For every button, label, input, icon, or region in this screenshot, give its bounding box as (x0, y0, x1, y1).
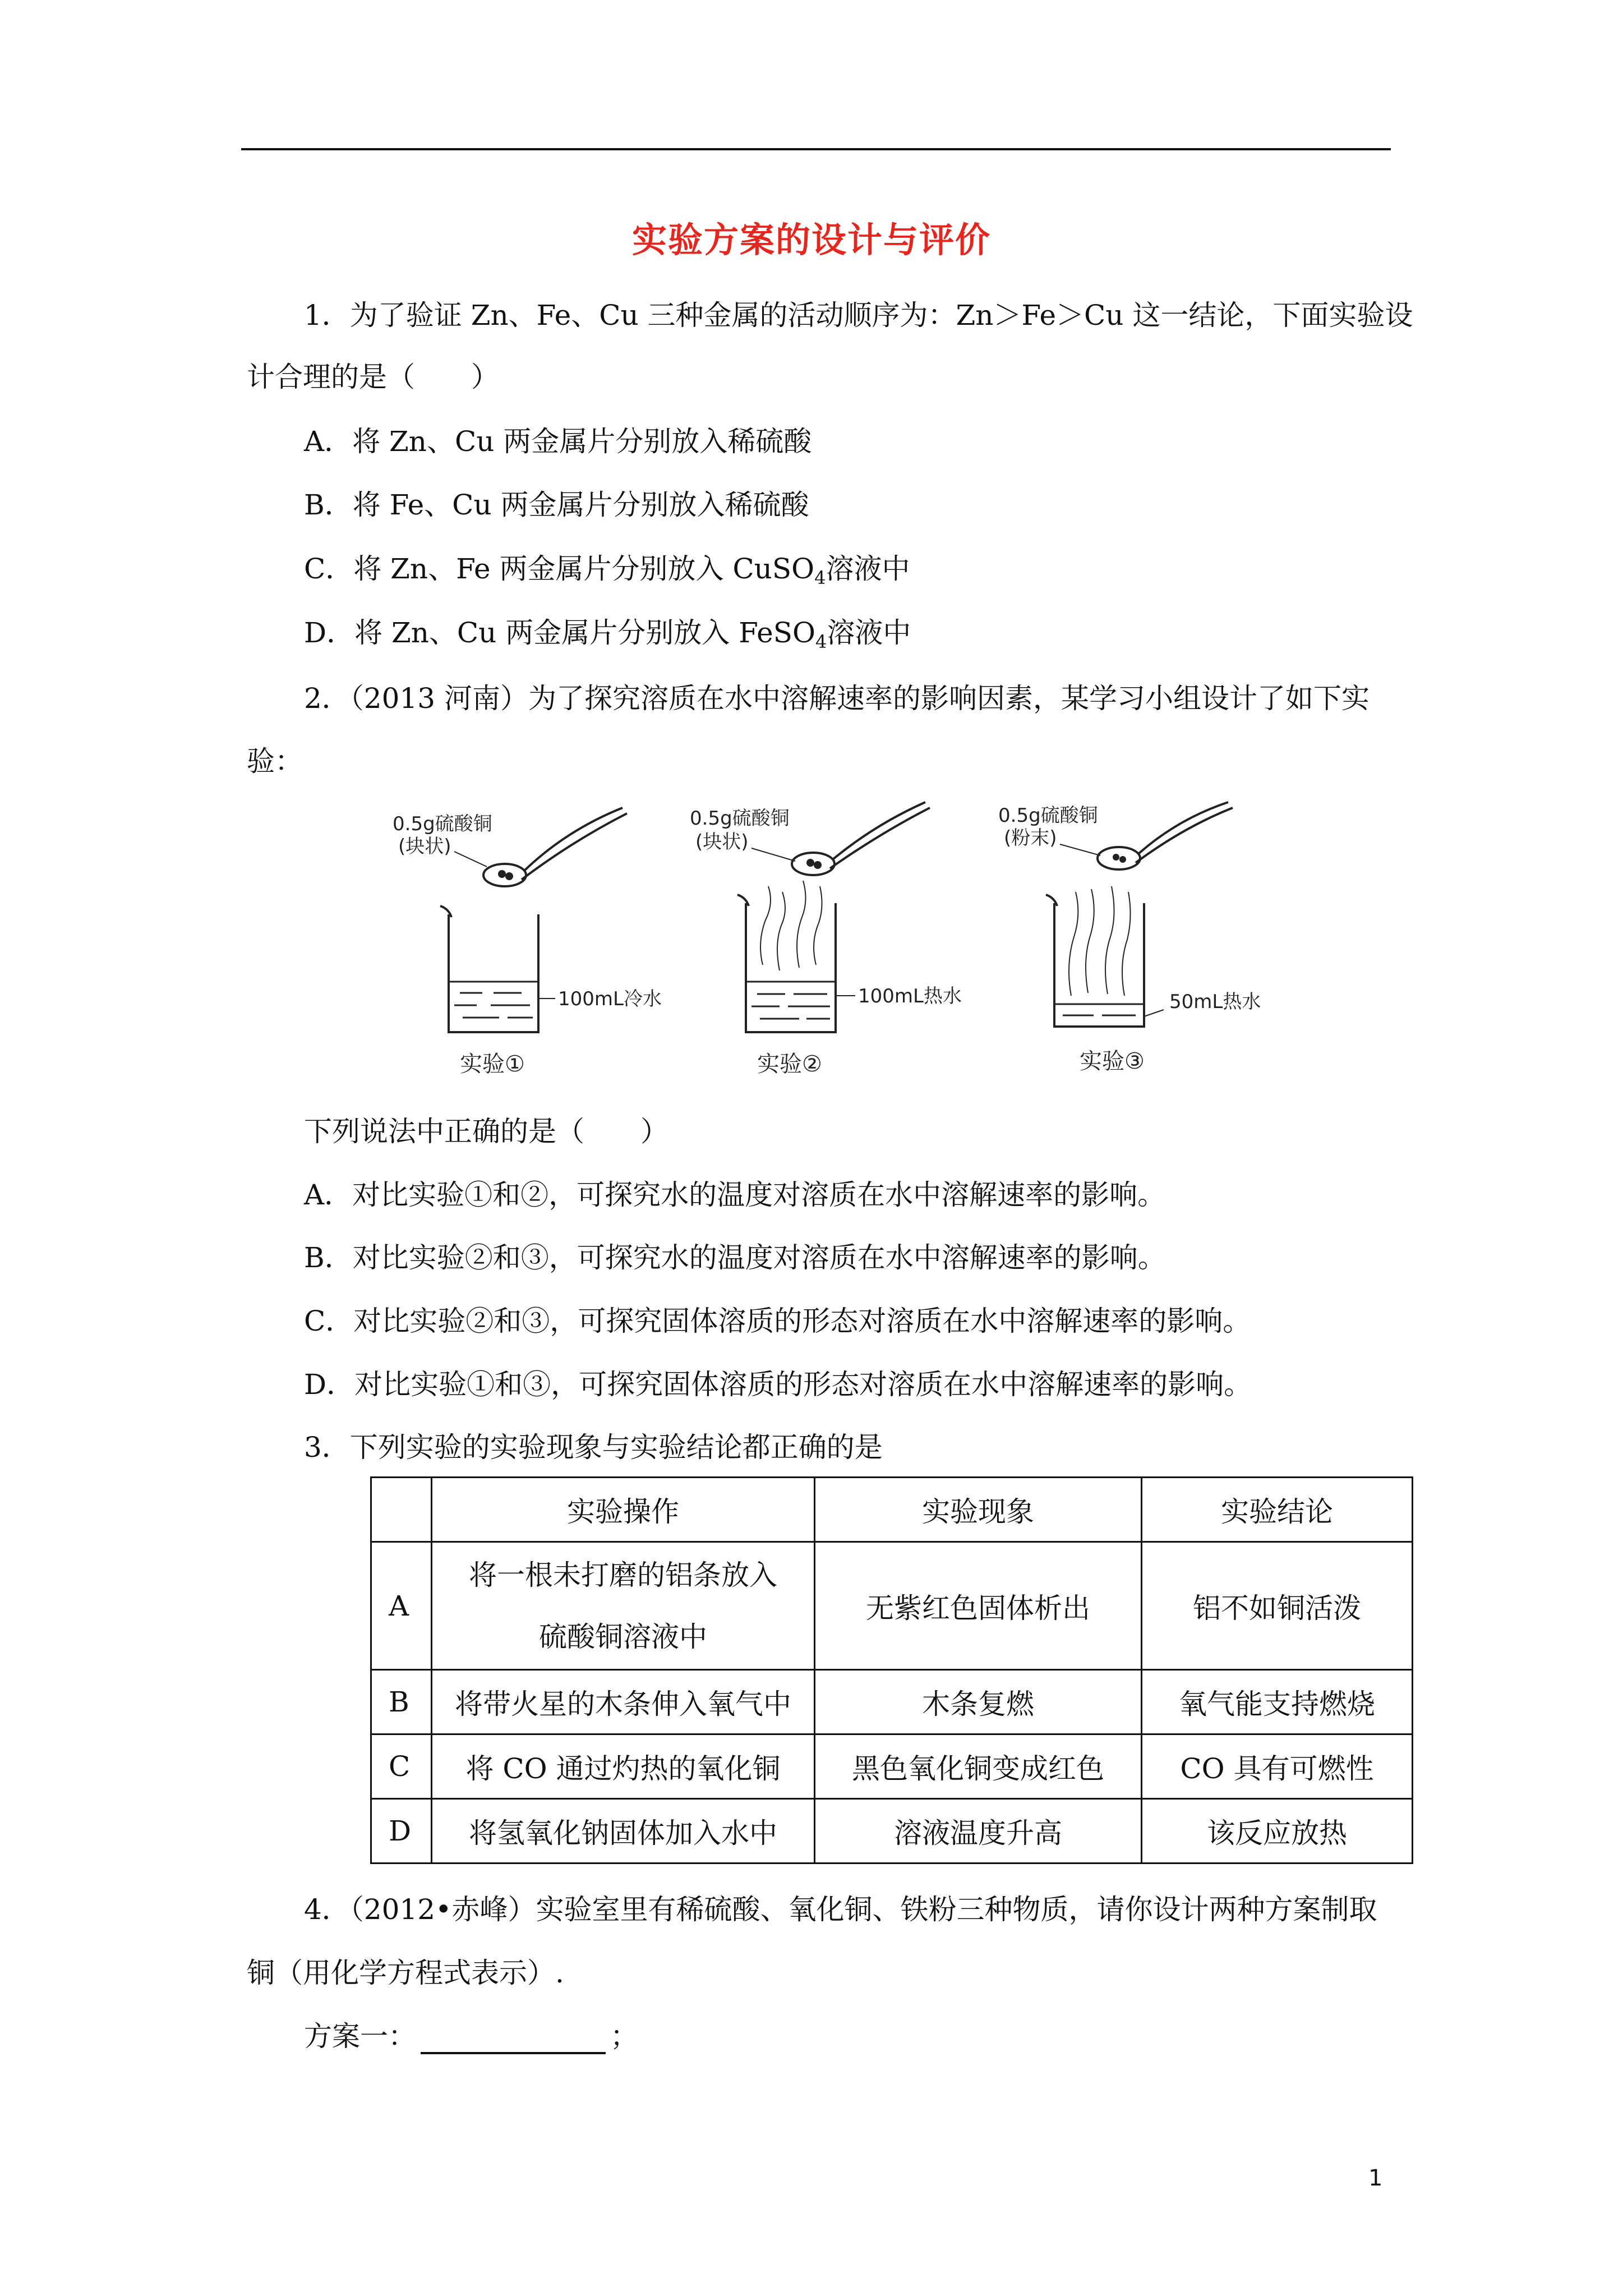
table-header-row (371, 1478, 1413, 1542)
q2-option-a: A．对比实验①和②，可探究水的温度对溶质在水中溶解速率的影响。 (304, 1179, 1166, 1211)
row-label: C (371, 1734, 432, 1799)
q1-option-b: B．将 Fe、Cu 两金属片分别放入稀硫酸 (304, 489, 809, 521)
exp3-label-state: (粉末) (1004, 827, 1057, 849)
table-row (371, 1542, 1413, 1670)
q2-stem-line2: 验： (247, 745, 303, 777)
row-conclusion: 铝不如铜活泼 (1142, 1542, 1413, 1670)
exp2-label-state: (块状) (695, 831, 749, 853)
exp2-label-top: 0.5g硫酸铜 (690, 807, 790, 830)
q4-stem-line2: 铜（用化学方程式表示）. (247, 1957, 564, 1989)
exp2-caption: 实验② (757, 1051, 822, 1077)
row-label: A (371, 1542, 432, 1670)
exp1-label-state: (块状) (398, 835, 451, 858)
exp1-water: 100mL冷水 (558, 988, 662, 1010)
row-conclusion: CO 具有可燃性 (1142, 1734, 1413, 1799)
exp3-label-top: 0.5g硫酸铜 (998, 804, 1098, 827)
row-phenomenon: 无紫红色固体析出 (815, 1542, 1142, 1670)
row-phenomenon: 黑色氧化铜变成红色 (815, 1734, 1142, 1799)
plan1-end: ； (610, 2020, 638, 2053)
row-conclusion: 该反应放热 (1142, 1799, 1413, 1864)
page-number: 1 (1368, 2165, 1383, 2191)
table-row (371, 1670, 1413, 1734)
dissolution-experiment-figure (387, 797, 1340, 1088)
q2-option-b: B．对比实验②和③，可探究水的温度对溶质在水中溶解速率的影响。 (304, 1241, 1166, 1274)
exp1-caption: 实验① (460, 1051, 525, 1077)
row-operation: 将一根未打磨的铝条放入 硫酸铜溶液中 (432, 1542, 815, 1670)
table-row (371, 1799, 1413, 1864)
q4-plan1 (304, 2018, 638, 2054)
row-operation: 将带火星的木条伸入氧气中 (432, 1670, 815, 1734)
table-header-phenomenon: 实验现象 (815, 1478, 1142, 1542)
header-rule (241, 148, 1391, 150)
plan1-label: 方案一： (304, 2020, 416, 2053)
exp3-caption: 实验③ (1080, 1048, 1145, 1074)
row-phenomenon: 木条复燃 (815, 1670, 1142, 1734)
q2-question: 下列说法中正确的是（ ） (304, 1115, 668, 1148)
table-header-conclusion: 实验结论 (1142, 1478, 1413, 1542)
q4-stem-line1: 4．（2012•赤峰）实验室里有稀硫酸、氧化铜、铁粉三种物质，请你设计两种方案制取 (304, 1893, 1377, 1926)
q1-option-d: D．将 Zn、Cu 两金属片分别放入 FeSO$_4$溶液中 (304, 616, 911, 652)
row-label: D (371, 1799, 432, 1864)
row-label: B (371, 1670, 432, 1734)
exp1-label-top: 0.5g硫酸铜 (393, 813, 492, 835)
q1-option-a: A．将 Zn、Cu 两金属片分别放入稀硫酸 (304, 425, 812, 458)
page-title: 实验方案的设计与评价 (631, 219, 991, 260)
q3-stem: 3．下列实验的实验现象与实验结论都正确的是 (304, 1431, 883, 1464)
q1-stem-line2: 计合理的是（ ） (247, 361, 499, 393)
exp3-water: 50mL热水 (1169, 991, 1261, 1013)
table-header-blank (371, 1478, 432, 1542)
plan1-answer-blank[interactable] (421, 2023, 606, 2054)
q1-stem-line1: 1．为了验证 Zn、Fe、Cu 三种金属的活动顺序为：Zn＞Fe＞Cu 这一结论，下面实验设 (304, 299, 1413, 332)
q2-option-c: C．对比实验②和③，可探究固体溶质的形态对溶质在水中溶解速率的影响。 (304, 1305, 1251, 1337)
exp2-water: 100mL热水 (858, 985, 962, 1007)
q2-stem-line1: 2．（2013 河南）为了探究溶质在水中溶解速率的影响因素，某学习小组设计了如下实 (304, 682, 1370, 715)
row-conclusion: 氧气能支持燃烧 (1142, 1670, 1413, 1734)
table-row (371, 1734, 1413, 1799)
row-phenomenon: 溶液温度升高 (815, 1799, 1142, 1864)
q1-option-c: C．将 Zn、Fe 两金属片分别放入 CuSO$_4$溶液中 (304, 553, 910, 588)
table-header-operation: 实验操作 (432, 1478, 815, 1542)
q3-table (370, 1476, 1413, 1864)
q2-option-d: D．对比实验①和③，可探究固体溶质的形态对溶质在水中溶解速率的影响。 (304, 1368, 1252, 1401)
row-operation: 将氢氧化钠固体加入水中 (432, 1799, 815, 1864)
row-operation: 将 CO 通过灼热的氧化铜 (432, 1734, 815, 1799)
